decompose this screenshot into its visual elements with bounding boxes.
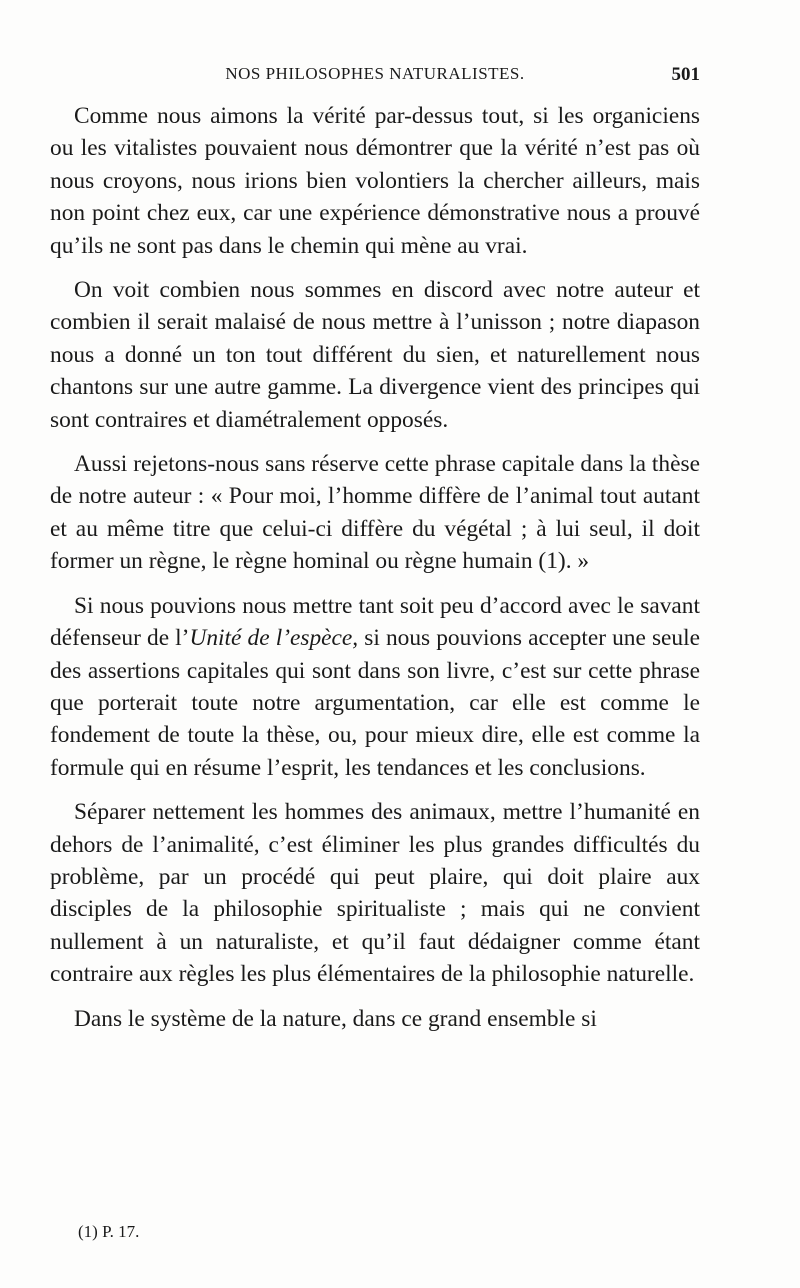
paragraph-3: Aussi rejetons-nous sans réserve cette phrase capitale dans la thèse de notre auteur : « Pour moi, l’homme diffère de l’animal tout autant et au même titre que celui-ci diffère du végétal ; à lui seul, il doit former un règne, le règne hominal ou règne humain (1). »: [50, 451, 700, 575]
paragraph-4-after: si nous pouvions accepter une seule des assertions capitales qui sont dans son livre, c’est sur cette phrase que porterait toute notre argumentation, car elle est comme le fondement de toute la thèse, ou, pour mieux dire, elle est comme la formule qui en résume l’esprit, les tendances et les conclusions.: [50, 625, 701, 781]
paragraph-2: On voit combien nous sommes en discord avec notre auteur et combien il serait malaisé de nous mettre à l’unisson ; notre diapason nous a donné un ton tout différent du sien, et naturellement nous chantons sur une autre gamme. La divergence vient des principes qui sont contraires et diamétralement opposés.: [50, 277, 700, 433]
paragraph-5: Séparer nettement les hommes des animaux, mettre l’humanité en dehors de l’animalité, c’est éliminer les plus grandes difficultés du problème, par un procédé qui peut plaire, qui doit plaire aux disciples de la philosophie spiritualiste ; mais qui ne convient nullement à un naturaliste, et qu’il faut dédaigner comme étant contraire aux règles les plus élémentaires de la philosophie naturelle.: [50, 799, 700, 988]
paragraph-1: Comme nous aimons la vérité par-dessus tout, si les organiciens ou les vitalistes pouvaient nous démontrer que la vérité n’est pas où nous croyons, nous irions bien volontiers la chercher ailleurs, mais non point chez eux, car une expérience démonstrative nous a prouvé qu’ils ne sont pas dans le chemin qui mène au vrai.: [50, 103, 700, 259]
running-head: [50, 64, 700, 90]
running-title: NOS PHILOSOPHES NATURALISTES.: [225, 64, 525, 83]
paragraph-6: Dans le système de la nature, dans ce grand ensemble si: [74, 1005, 597, 1032]
book-title-italic: Unité de l’espèce,: [189, 625, 359, 652]
paragraph-4: [50, 590, 700, 784]
footnote: (1) P. 17.: [78, 1222, 140, 1241]
page-number: 501: [671, 64, 700, 85]
paragraph-4-before: Si nous pouvions nous mettre tant soit peu d’accord avec le savant défenseur de l’: [50, 592, 700, 652]
body-text: [50, 100, 700, 1047]
